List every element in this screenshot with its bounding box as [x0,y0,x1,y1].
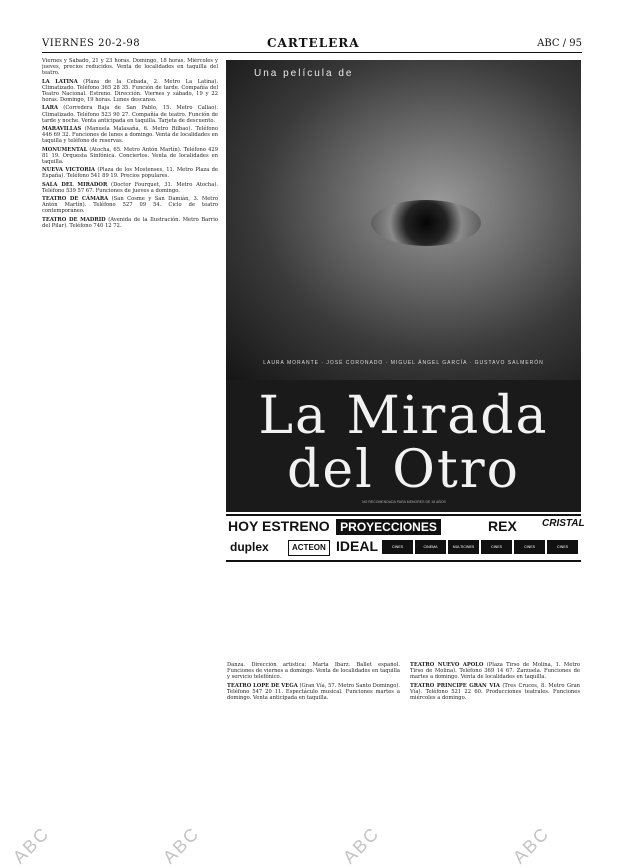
listing-text: Danza. Dirección artística: Marta Ibarz. Ballet español. Funciones de viernes a domingo. Venta de localidades en taquilla y servicio telefónico. [227,662,400,681]
issue-date: VIERNES 20-2-98 [42,38,141,49]
cinema-logo: CINES [547,540,578,554]
listing-entry [42,147,218,166]
ad-billing-block: NO RECOMENDADA PARA MENORES DE 18 AÑOS [362,500,446,504]
listings-column-2 [227,662,400,842]
cinema-logo: CINEMA [415,540,446,554]
venue-name: SALA DEL MIRADOR [42,181,108,188]
cinema-logo-proyecciones: PROYECCIONES [336,519,441,535]
listing-entry [410,683,580,702]
listing-text: (Avenida de la Ilustración. Metro Barrio del Pilar). Teléfono 740 12 72. [42,216,218,229]
page-header [42,36,582,53]
ad-cinema-strip [226,514,585,562]
listing-text: (San Cosme y San Damián, 3. Metro Antón Martín). Teléfono 527 09 54. Ciclo de teatro contemporáneo. [42,196,218,215]
cinema-logo-row [382,540,578,554]
section-title: CARTELERA [267,36,360,50]
abc-watermark: ABC [8,822,54,868]
venue-name: TEATRO DE MADRID [42,216,106,223]
cinema-logo-ideal: IDEAL [336,538,378,554]
listing-text: (Tres Cruces, 8. Metro Gran Vía). Teléfono 521 22 60. Producciones teatrales. Funciones miércoles a domingo. [410,682,580,702]
abc-watermark: ABC [158,822,204,868]
listing-entry [42,79,218,104]
page-number: ABC / 95 [537,38,582,49]
venue-name: MARAVILLAS [42,126,82,133]
listing-text: (Plaza Tirso de Molina, 1. Metro Tirso de Molina). Teléfono 369 14 67. Zarzuela. Funciones de martes a domingo. Venta de localidades en taquilla. [410,662,580,681]
listing-entry [42,58,218,77]
cinema-logo: CINES [481,540,512,554]
cinema-logo: CINES [382,540,413,554]
ad-cast-credits: LAURA MORANTE · JOSÉ CORONADO · MIGUEL ÁNGEL GARCÍA · GUSTAVO SALMERÓN [263,360,544,366]
abc-watermark: ABC [508,822,554,868]
listing-text: (Plaza de los Mostenses, 11. Metro Plaza de España). Teléfono 541 89 19. Precios populares. [42,167,218,180]
listing-entry [227,662,400,681]
abc-watermark: ABC [338,822,384,868]
listings-column-1 [42,58,218,818]
cinema-logo-acteon: ACTEON [288,540,330,556]
ad-estreno-label: HOY ESTRENO [228,518,330,534]
listing-entry [410,662,580,681]
cinema-logo: CINES [514,540,545,554]
listing-entry [42,196,218,215]
listing-text: (Plaza de la Cebada, 2. Metro La Latina). Climatizado. Teléfono 365 28 35. Función de tarde. Compañía del Teatro Nacional. Estreno. Dirección. Viernes y sábado, 19 y 22 horas. Domingo, 19 horas. Lunes descanso. [42,78,218,104]
listings-column-3 [410,662,580,842]
cinema-logo-rex: REX [488,518,517,534]
venue-name: LA LATINA [42,78,78,85]
listing-entry [42,182,218,194]
venue-name: MONUMENTAL [42,146,88,153]
listing-entry [42,167,218,179]
venue-name: TEATRO LOPE DE VEGA [227,682,298,689]
listing-entry [42,217,218,229]
cinema-logo-duplex: duplex [230,540,269,554]
cinema-logo: MULTICINES [448,540,479,554]
listing-text: (Gran Vía, 57. Metro Santo Domingo). Teléfono 547 20 11. Espectáculo musical. Funciones martes a domingo. Venta anticipada en taquilla. [227,682,400,702]
listing-text: Viernes y Sábado, 21 y 23 horas. Domingo, 18 horas. Miércoles y jueves, precios reducidos. Venta de localidades en taquilla del teatro. [42,58,218,77]
film-advertisement [226,60,581,512]
venue-name: TEATRO NUEVO APOLO [410,662,484,668]
venue-name: NUEVA VICTORIA [42,167,96,174]
eye-icon [371,200,481,246]
venue-name: LARA [42,105,59,112]
listing-text: (Doctor Fourquet, 31. Metro Atocha). Teléfono 539 57 67. Funciones de jueves a domingo. [42,181,218,194]
listing-text: (Corredera Baja de San Pablo, 15. Metro Callao). Climatizado. Teléfono 523 90 27. Compañía de teatro. Función de tarde y noche. Venta anticipada en taquilla. Tarjeta de descuento. [42,105,218,124]
venue-name: TEATRO DE CÁMARA [42,196,109,203]
venue-name: TEATRO PRINCIPE GRAN VIA [410,682,500,689]
ad-tagline: Una película de [254,68,354,79]
listing-entry [227,683,400,702]
listing-text: (Manuela Malasaña, 6. Metro Bilbao). Teléfono 446 69 32. Funciones de lunes a domingo. Venta de localidades en taquilla y teléfono de reservas. [42,126,218,145]
listing-text: (Atocha, 65. Metro Antón Martín). Teléfono 429 81 19. Orquesta Sinfónica. Conciertos. Venta de localidades en taquilla. [42,146,218,166]
ad-film-title-line1: La Mirada [258,386,549,446]
cinema-logo-cristal: CRISTAL [542,518,585,529]
listing-entry [42,126,218,145]
ad-film-title-line2: del Otro [287,440,520,500]
listing-entry [42,105,218,124]
